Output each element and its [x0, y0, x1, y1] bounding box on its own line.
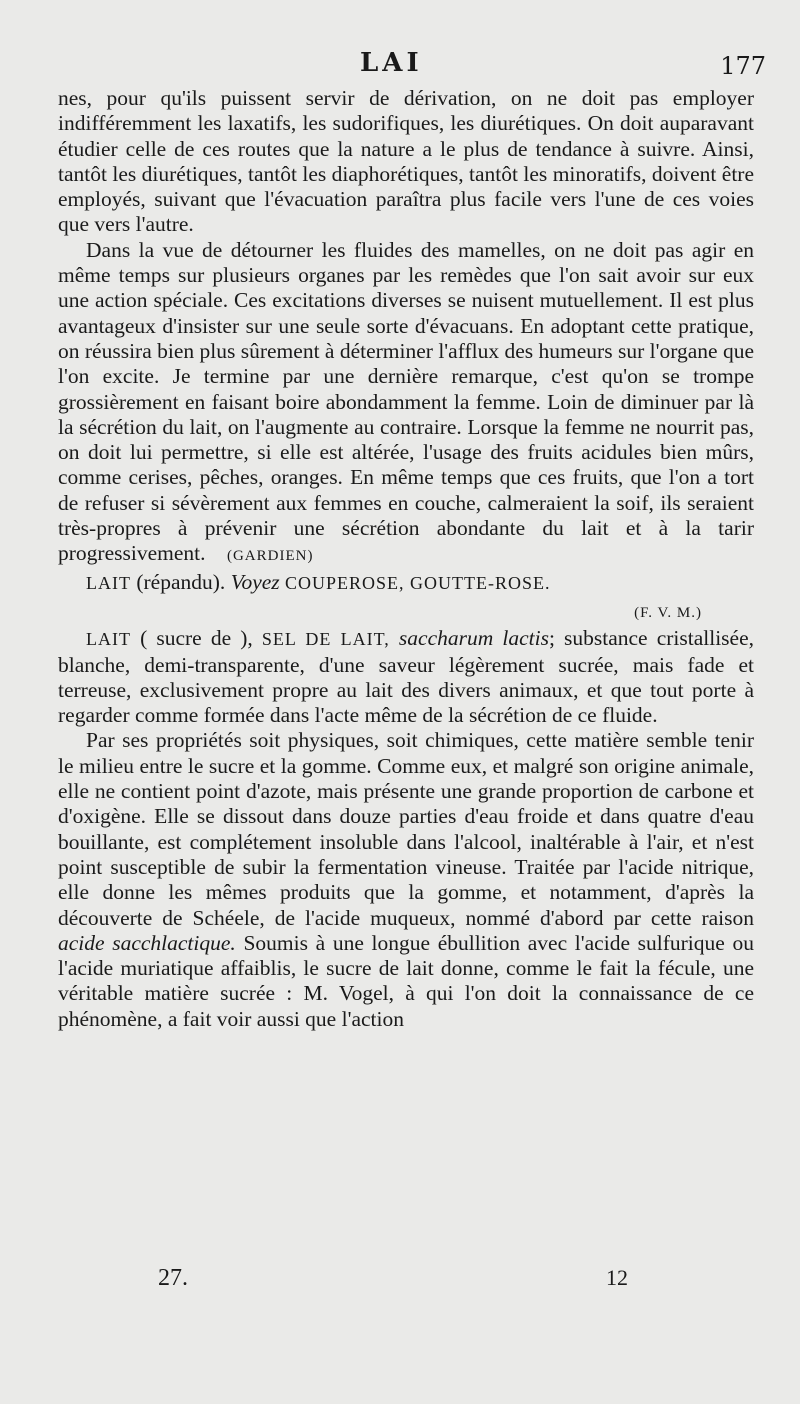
cross-references: COUPEROSE, GOUTTE-ROSE.: [285, 572, 551, 593]
page-number: 177: [720, 52, 766, 80]
paragraph-1: nes, pour qu'ils puissent servir de dérivation, on ne doit pas employer indifféremment les laxatifs, les sudorifiques, les diurétiques. On doit auparavant étudier celle de ces routes que la nature a le plus de tendance à suivre. Ainsi, tantôt les diurétiques, tantôt les diaphorétiques, tantôt les minoratifs, doivent être employés, suivant que l'évacuation paraîtra plus facile vers l'une de ces voies que vers l'autre.: [58, 86, 754, 237]
italic-term: acide sacchlactique.: [58, 930, 236, 955]
entry-definition: ; substance cristallisée, blanche, demi-transparente, d'une saveur légèrement sucrée, mais fade et terreuse, exclusivement propre au lait des divers animaux, et que tout porte à regarder comme formée dans l'acte même de la sécrétion de ce fluide.: [58, 626, 755, 728]
entry-qualifier: (répandu).: [136, 569, 226, 594]
paragraph-3-start: Par ses propriétés soit physiques, soit chimiques, cette matière semble tenir le milieu entre le sucre et la gomme. Comme eux, et malgré son origine animale, elle ne contient point d'azote, mais présente une grande proportion de carbone et d'oxigène. Elle se dissout dans douze parties d'eau froide et dans quatre d'eau bouillante, est complétement insoluble dans l'alcool, inaltérable à l'air, et n'est point susceptible de subir la fermentation vineuse. Traitée par l'acide nitrique, elle donne les mêmes produits que la gomme, et notamment, d'après la découverte de Schéele, de l'acide muqueux, nommé d'abord par cette raison: [58, 728, 754, 930]
latin-name: saccharum lactis: [398, 626, 549, 651]
paragraph-3-end: Soumis à une longue ébullition avec l'acide sulfurique ou l'acide muriatique affaiblis, le sucre de lait donne, comme le fait la fécule, une véritable matière sucrée : M. Vogel, à qui l'on doit la connaissance de ce phénomène, a fait voir aussi que l'action: [58, 930, 754, 1031]
paragraph-2-text: Dans la vue de détourner les fluides des mamelles, on ne doit pas agir en même temps sur plusieurs organes par les remèdes que l'on sait avoir sur eux une action spéciale. Ces excitations diverses se nuisent mutuellement. Il est plus avantageux d'insister sur une seule sorte d'évacuans. En adoptant cette pratique, on réussira bien plus sûrement à déterminer l'afflux des humeurs sur l'organe que l'on excite. Je termine par une dernière remarque, c'est qu'on se trompe grossièrement en faisant boire abondamment la femme. Loin de diminuer par là la sécrétion du lait, on l'augmente au contraire. Lorsque la femme ne nourrit pas, on doit lui permettre, si elle est altérée, l'usage des fruits acidules bien mûrs, comme cerises, pêches, oranges. En même temps que ces fruits, que l'on a tort de refuser si sévèrement aux femmes en couche, calmeraient la soif, ils seraient très-propres à prévenir une sécrétion abondante du lait et à la tarir progressivement.: [58, 237, 754, 566]
voyez-label: Voyez: [230, 569, 280, 594]
entry-headword: LAIT: [86, 629, 131, 650]
entry-qualifier: ( sucre de ),: [140, 626, 253, 651]
signature-line: [58, 598, 754, 626]
entry-synonym: SEL DE LAIT,: [261, 629, 390, 650]
running-title: LAI: [360, 48, 423, 78]
signature-mark: 27.: [158, 1265, 188, 1291]
paragraph-3: [58, 728, 754, 1032]
page-header: [0, 48, 800, 88]
paragraph-2: [58, 238, 754, 570]
entry-lait-repandu: [58, 570, 754, 596]
body-text: [58, 86, 754, 1032]
sheet-number: 12: [606, 1265, 628, 1290]
entry-lait-sucre: [58, 626, 754, 728]
page-footer: [0, 1265, 800, 1305]
author-signature-fvm: (F. V. M.): [634, 604, 702, 621]
entry-headword: LAIT: [86, 572, 131, 593]
author-signature-gardien: (GARDIEN): [226, 548, 314, 565]
